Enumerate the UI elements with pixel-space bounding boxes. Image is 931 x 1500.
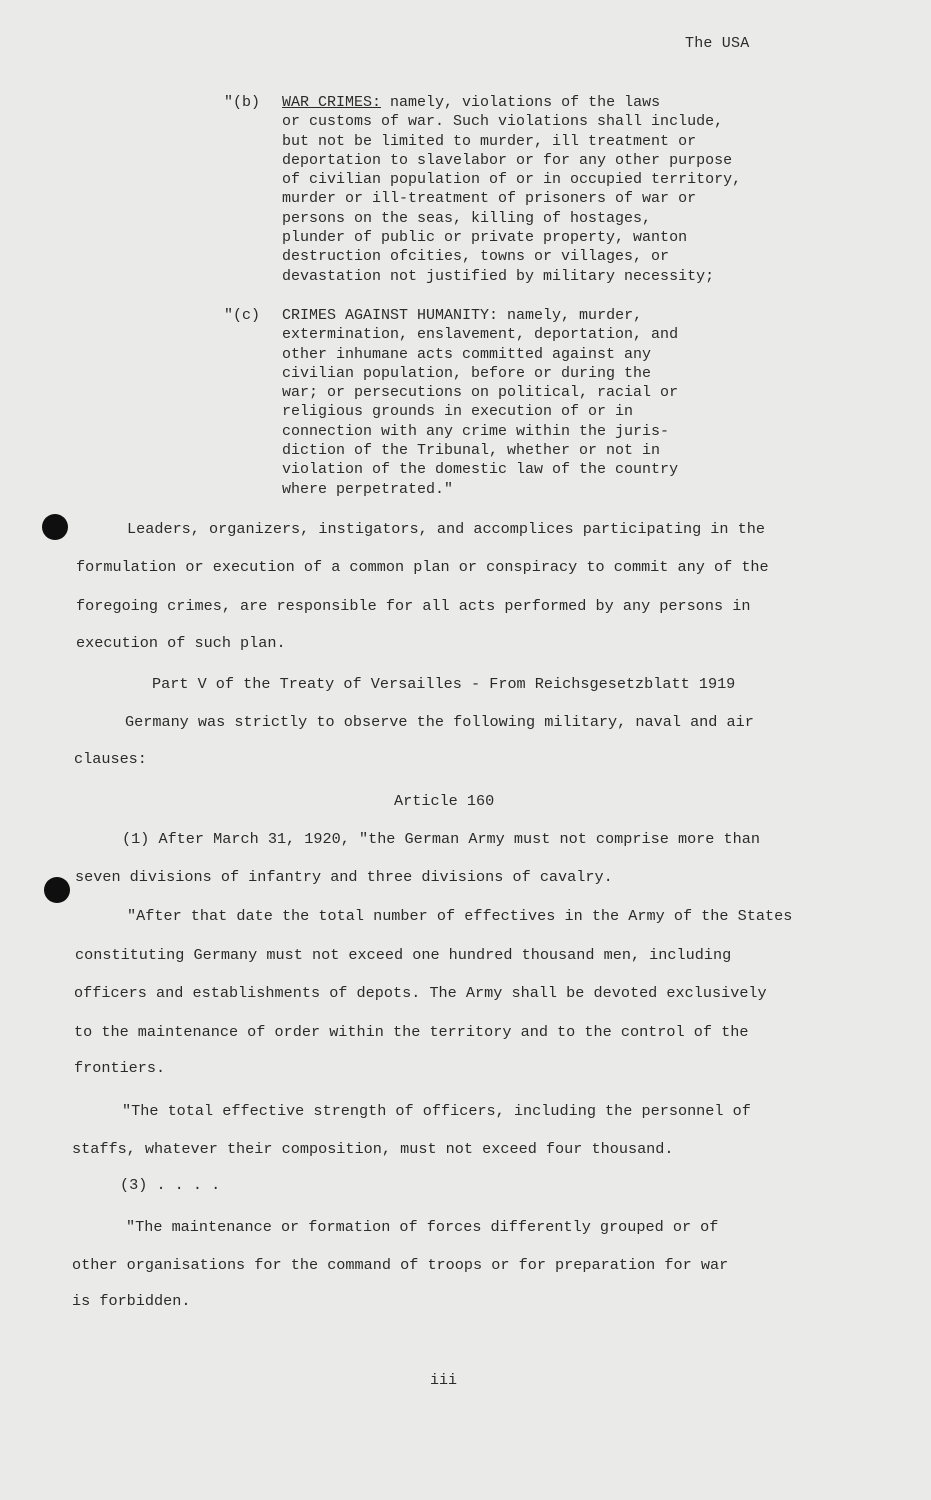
body-line: (3) . . . .: [120, 1176, 221, 1194]
body-line: (1) After March 31, 1920, "the German Army must not comprise more than: [122, 830, 760, 848]
body-line: "The maintenance or formation of forces differently grouped or of: [126, 1218, 719, 1236]
body-line: frontiers.: [74, 1059, 166, 1077]
quote-marker-b: "(b): [224, 94, 261, 111]
body-line: Germany was strictly to observe the following military, naval and air: [125, 713, 754, 731]
body-line: Leaders, organizers, instigators, and accomplices participating in the: [127, 520, 765, 538]
body-line: officers and establishments of depots. The Army shall be devoted exclusively: [74, 984, 767, 1002]
quote-b-body: namely, violations of the laws or customs of war. Such violations shall include, but not be limited to murder, ill treatment or deportation to slavelabor or for any other purpose of civilian population of or in occupied territory, murder or ill-treatment of prisoners of war or persons on the seas, killing of hostages, plunder of public or private property, wanton destruction ofcities, towns or villages, or devastation not justified by military necessity;: [282, 94, 742, 285]
page-number: iii: [430, 1372, 458, 1389]
quote-c-body: namely, murder, extermination, enslavement, deportation, and other inhumane acts committed against any civilian population, before or during the war; or persecutions on political, racial or religious grounds in execution of or in connection with any crime within the juris- diction of the Tribunal, whether or not in violation of the domestic law of the country where perpetrated.": [282, 307, 679, 498]
body-line: seven divisions of infantry and three divisions of cavalry.: [75, 868, 613, 886]
body-line: is forbidden.: [72, 1292, 191, 1310]
punch-hole-top: [42, 514, 68, 540]
body-line: "After that date the total number of effectives in the Army of the States: [127, 907, 793, 925]
quote-crimes-against-humanity: [224, 306, 844, 499]
article-heading: Article 160: [394, 792, 495, 810]
body-line: other organisations for the command of troops or for preparation for war: [72, 1256, 729, 1274]
quote-war-crimes: [224, 93, 844, 286]
body-line: staffs, whatever their composition, must not exceed four thousand.: [72, 1140, 674, 1158]
page-header: The USA: [685, 35, 750, 52]
body-line: constituting Germany must not exceed one hundred thousand men, including: [75, 946, 732, 964]
quote-b-text: [282, 93, 844, 286]
body-line: "The total effective strength of officers, including the personnel of: [122, 1102, 751, 1120]
punch-hole-bottom: [44, 877, 70, 903]
body-line: Part V of the Treaty of Versailles - From Reichsgesetzblatt 1919: [152, 675, 736, 693]
quote-marker-c: "(c): [224, 307, 261, 324]
body-line: formulation or execution of a common plan or conspiracy to commit any of the: [76, 558, 769, 576]
quote-c-heading: CRIMES AGAINST HUMANITY:: [282, 307, 499, 324]
quote-b-heading: WAR CRIMES:: [282, 94, 382, 111]
body-line: to the maintenance of order within the territory and to the control of the: [74, 1023, 749, 1041]
quote-c-text: [282, 306, 844, 499]
body-line: execution of such plan.: [76, 634, 286, 652]
body-line: foregoing crimes, are responsible for all acts performed by any persons in: [76, 597, 751, 615]
body-line: clauses:: [74, 750, 147, 768]
